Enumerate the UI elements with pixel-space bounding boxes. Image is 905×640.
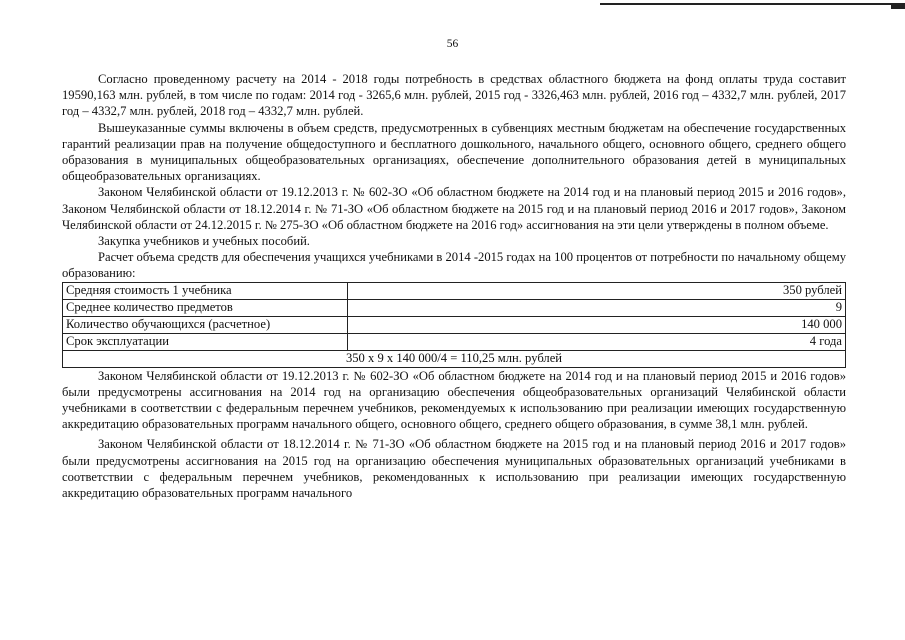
table-row-value: 9 xyxy=(348,299,846,316)
top-rule-mark xyxy=(891,5,905,9)
table-row-label: Среднее количество предметов xyxy=(63,299,348,316)
table-row-value: 4 года xyxy=(348,333,846,350)
paragraph-2015-textbook-allocation: Законом Челябинской области от 18.12.2014 г. № 71-ЗО «Об областном бюджете на 2015 год и на плановый период 2016 и 2017 годов» были предусмотрены ассигнования на 2015 год на организацию обеспечения муниципальных образовательных организаций учебниками в соответствии с федеральным перечнем учебников, рекомендованных к использованию при реализации имеющих государственную аккредитацию образовательных программ начального xyxy=(62,437,846,501)
textbook-calculation-table xyxy=(62,282,846,368)
paragraph-textbooks-heading: Закупка учебников и учебных пособий. xyxy=(98,234,310,249)
top-rule xyxy=(600,3,905,5)
table-row-value: 350 рублей xyxy=(348,282,846,299)
table-row-value: 140 000 xyxy=(348,316,846,333)
table-row-label: Средняя стоимость 1 учебника xyxy=(63,282,348,299)
page-number: 56 xyxy=(446,38,459,50)
paragraph-laws-approval: Законом Челябинской области от 19.12.2013 г. № 602-ЗО «Об областном бюджете на 2014 год и на плановый период 2015 и 2016 годов», Законом Челябинской области от 18.12.2014 г. № 71-ЗО «Об областном бюджете на 2015 год и на плановый период 2016 и 2017 годов», Законом Челябинской области от 24.12.2015 г. № 275-ЗО «Об областном бюджете на 2016 год» ассигнования на эти цели утверждены в полном объеме. xyxy=(62,185,846,232)
table-formula-row xyxy=(63,350,846,367)
table-formula: 350 х 9 х 140 000/4 = 110,25 млн. рублей xyxy=(63,350,846,367)
table-row xyxy=(63,333,846,350)
table-row-label: Количество обучающихся (расчетное) xyxy=(63,316,348,333)
paragraph-calculation-intro: Расчет объема средств для обеспечения учащихся учебниками в 2014 -2015 годах на 100 процентов от потребности по начальному общему образованию: xyxy=(62,250,846,281)
table-row xyxy=(63,299,846,316)
paragraph-subventions: Вышеуказанные суммы включены в объем средств, предусмотренных в субвенциях местным бюджетам на обеспечение государственных гарантий реализации прав на получение общедоступного и бесплатного дошкольного, начального общего, основного общего, среднего общего образования в муниципальных общеобразовательных организациях, обеспечение дополнительного образования детей в муниципальных общеобразовательных организациях. xyxy=(62,120,846,184)
table-row xyxy=(63,282,846,299)
table-row-label: Срок эксплуатации xyxy=(63,333,348,350)
paragraph-2014-textbook-allocation: Законом Челябинской области от 19.12.2013 г. № 602-ЗО «Об областном бюджете на 2014 год и на плановый период 2015 и 2016 годов» были предусмотрены ассигнования на 2014 год на организацию обеспечения общеобразовательных организаций Челябинской области учебниками в соответствии с федеральным перечнем учебников, рекомендуемых к использованию при реализации имеющих государственную аккредитацию образовательных программ начального общего, основного общего, среднего общего образования, в сумме 38,1 млн. рублей. xyxy=(62,368,846,432)
document-body xyxy=(62,71,846,501)
table-row xyxy=(63,316,846,333)
paragraph-budget-calculation: Согласно проведенному расчету на 2014 - 2018 годы потребность в средствах областного бюджета на фонд оплаты труда составит 19590,163 млн. рублей, в том числе по годам: 2014 год - 3265,6 млн. рублей, 2015 год - 3326,463 млн. рублей, 2016 год – 4332,7 млн. рублей, 2017 год – 4332,7 млн. рублей, 2018 год – 4332,7 млн. рублей. xyxy=(62,72,846,119)
